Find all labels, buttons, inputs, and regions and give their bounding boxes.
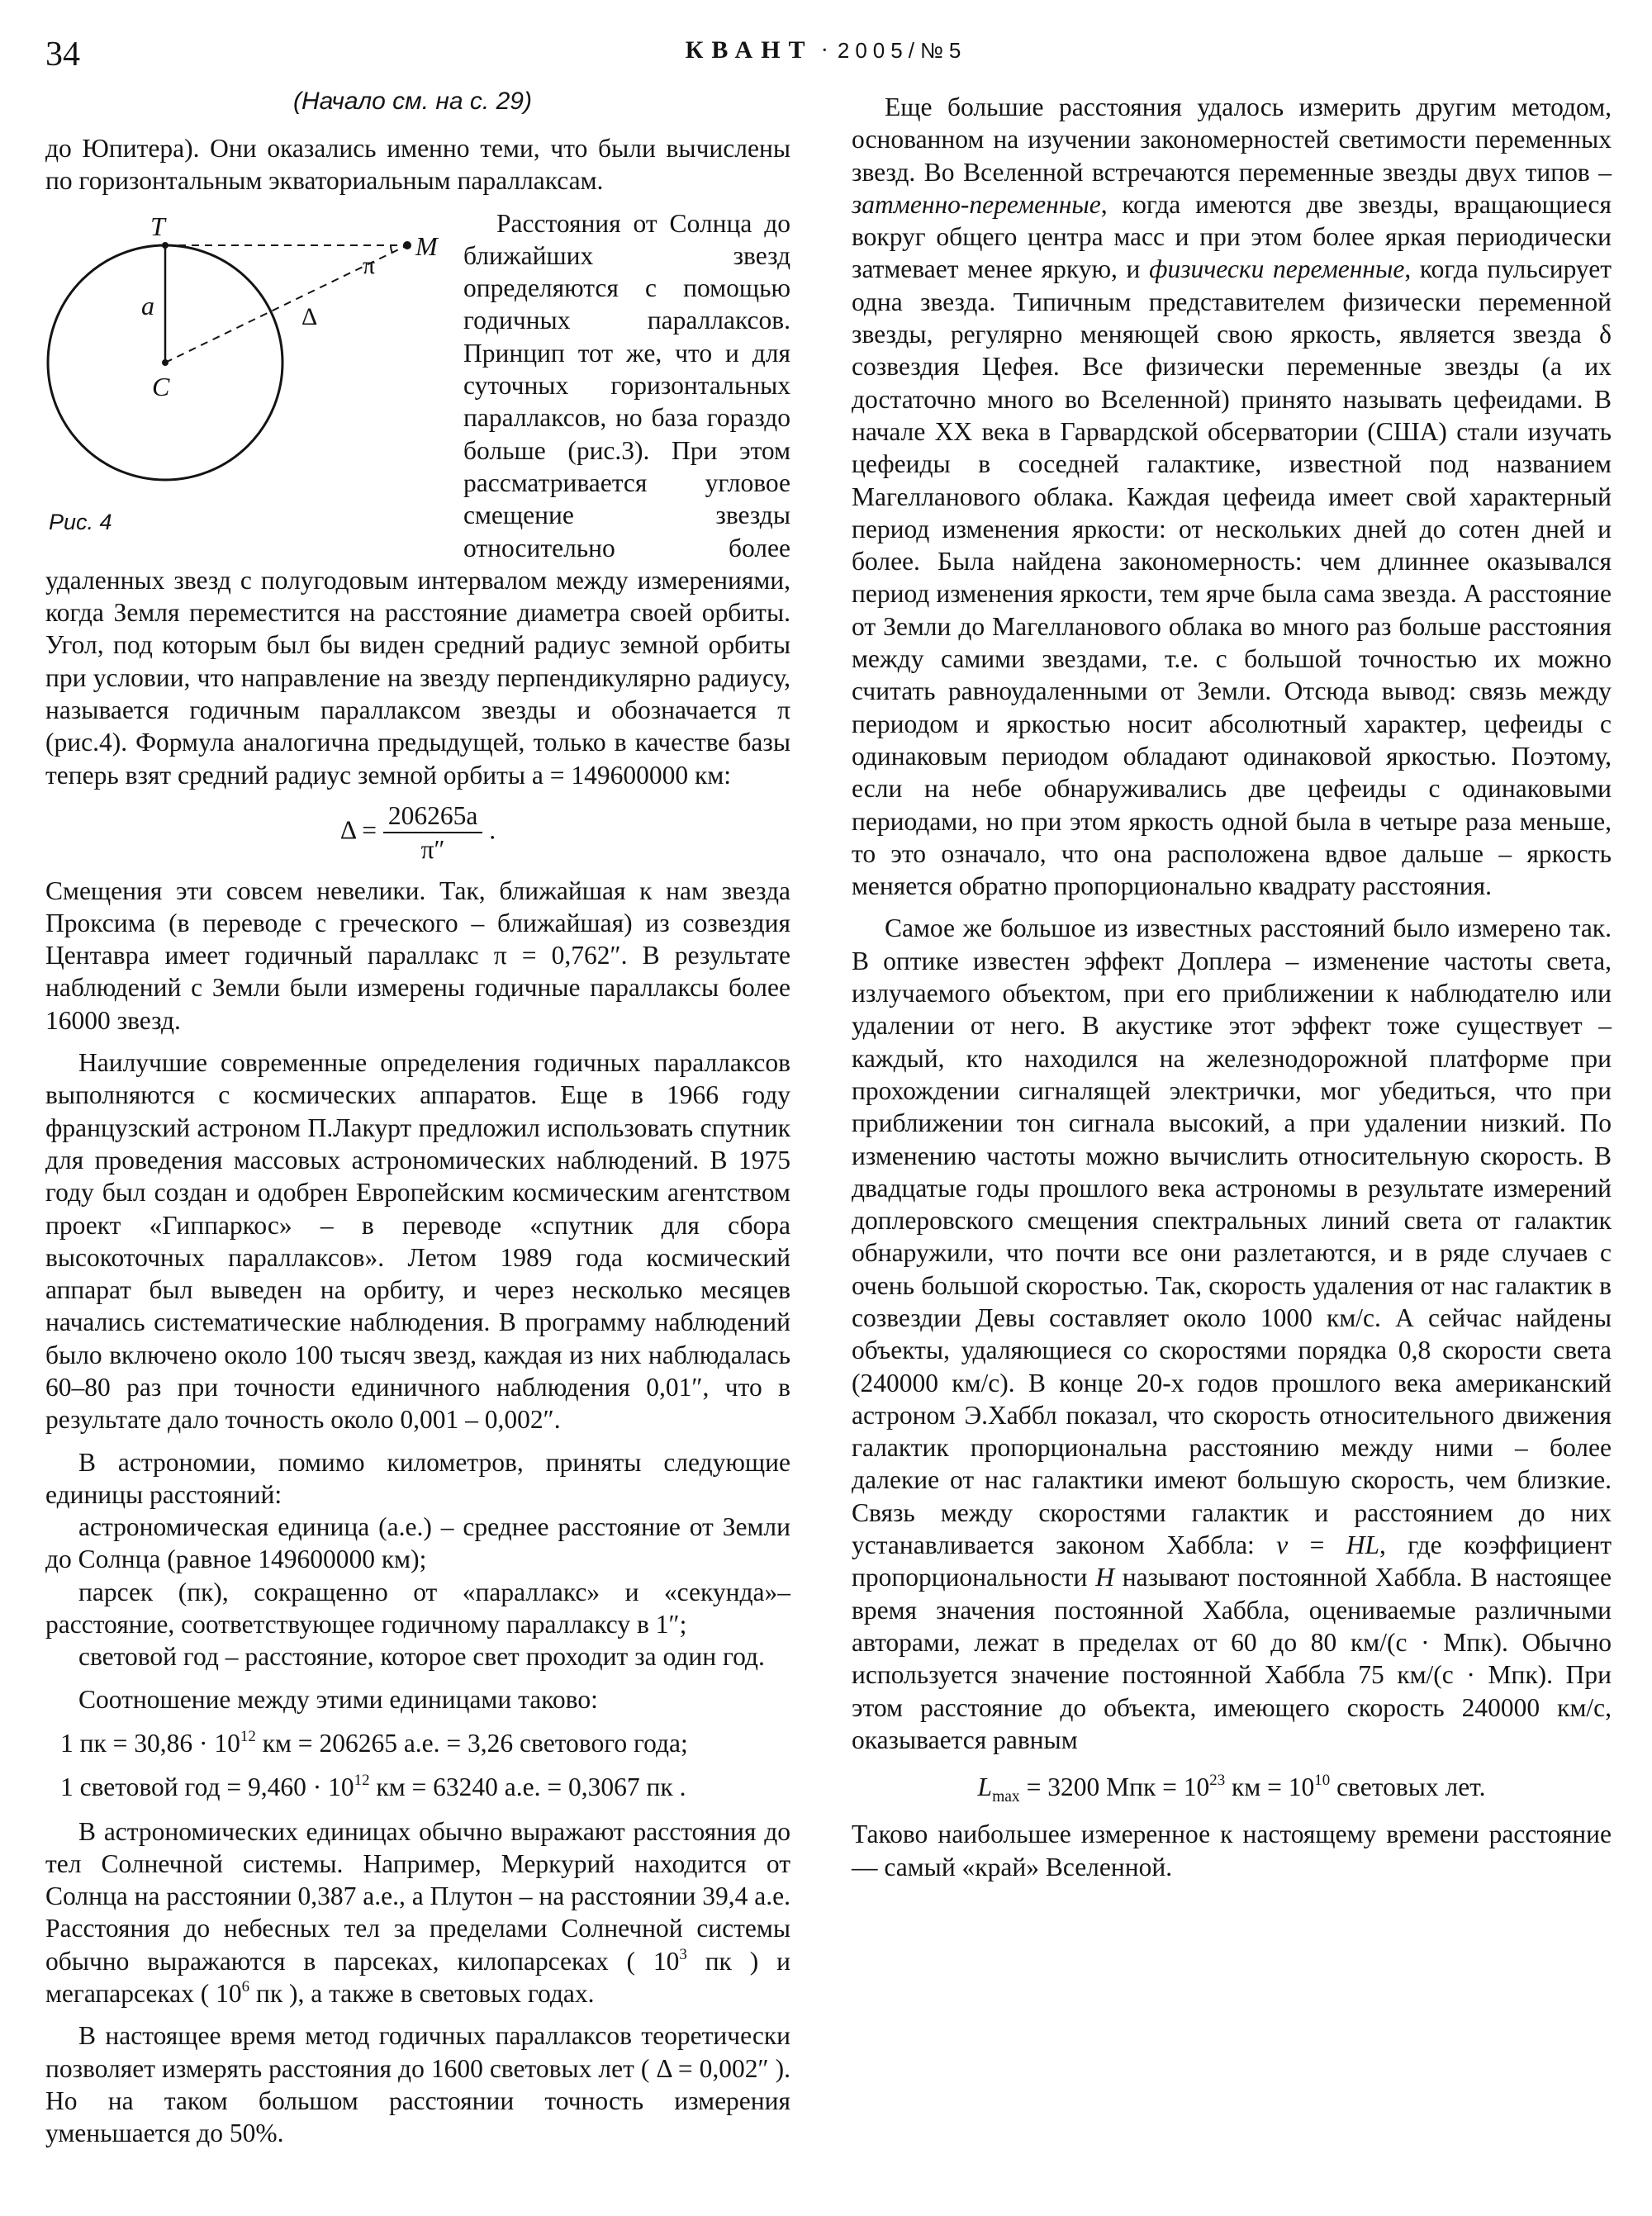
journal-header [0, 36, 1652, 64]
paragraph: астрономическая единица (а.е.) – среднее расстояние от Земли до Солнца (равное 149600000 км); [45, 1512, 790, 1574]
header-separator: · [820, 38, 830, 64]
equation-lmax: $L_{max} = 3200$ Мпк = $10^{23}$ км = $10^{10}$ световых лет. [977, 1771, 1486, 1806]
right-column [852, 91, 1612, 1883]
paragraph: В настоящее время метод годичных параллаксов теоретически позволяет измерять расстояния до 1600 световых лет ( Δ = 0,002″ ). Но на таком большом расстоянии точность измерения уменьшается до 50%. [45, 2021, 790, 2148]
paragraph: Еще большие расстояния удалось измерить другим методом, основанном на изучении закономерностей светимости переменных звезд. Во Вселенной встречаются переменные звезды двух типов – затменно-переменные, когда имеются две звезды, вращающиеся вокруг общего центра масс и при этом более яркая периодически затмевает менее яркую, и физически переменные, когда пульсирует одна звезда. Типичным представителем физически переменной звезды, регулярно меняющей свою яркость, является звезда δ созвездия Цефея. Все физически переменные звезды (а их достаточно много во Вселенной) принято называть цефеидами. В начале XX века в Гарвардской обсерватории (США) стали изучать цефеиды в соседней галактике, известной под названием Магелланового облака. Каждая цефеида имеет свой характерный период изменения яркости: от нескольких дней до сотен дней и более. Была найдена закономерность: чем длиннее оказывался период изменения яркости, тем ярче была сама звезда. А расстояние от Земли до Магелланового облака во много раз больше расстояния между самими звездами, т.е. с большой точностью их можно считать равноудаленными от Земли. Отсюда вывод: связь между периодом и яркостью носит абсолютный характер, цефеиды с одинаковым периодом обладают одинаковой яркостью. Поэтому, если на небе обнаруживались две цефеиды с одинаковыми периодами, но при этом яркость одной была в четыре раза меньше, то это означало, что она расположена вдвое дальше – яркость меняется обратно пропорционально квадрату расстояния. [852, 93, 1612, 901]
journal-name: КВАНТ [685, 36, 814, 64]
paragraph: Расстояния от Солнца до ближайших звезд определяются с помощью годичных параллаксов. Принцип тот же, что и для суточных горизонтальных параллаксов, но база гораздо больше (рис.3). При этом рассматривается угловое смещение звезды относительно более удаленных звезд с полугодовым интервалом между измерениями, когда Земля переместится на расстояние диаметра своей орбиты. Угол, под которым был бы виден средний радиус земной орбиты при условии, что направление на звезду перпендикулярно радиусу, называется годичным параллаксом звезды и обозначается π (рис.4). Формула аналогична предыдущей, только в качестве базы теперь взят средний радиус земной орбиты a = 149600000 км: [45, 208, 790, 790]
equation-light-year: 1 световой год = $9,460 \cdot 10^{12}$ км = 63240 а.е. = 0,3067 пк . [60, 1772, 686, 1802]
formula-tail: . [489, 815, 496, 845]
paragraph: Самое же большое из известных расстояний было измерено так. В оптике известен эффект Доплера – изменение частоты света, излучаемого объектом, при его приближении к наблюдателю или удалении от него. В акустике этот эффект тоже существует – каждый, кто находился на железнодорожной платформе при прохождении сигналящей электрички, мог убедиться, что при приближении тон сигнала высокий, а при удалении низкий. По изменению частоты можно вычислить относительную скорость. В двадцатые годы прошлого века астрономы в результате измерений доплеровского смещения спектральных линий света от галактик обнаружили, что почти все они разлетаются, и в ряде случаев с очень большой скоростью. Так, скорость удаления от нас галактик в созвездии Девы составляет около 1000 км/с. А сейчас найдены объекты, удаляющиеся со скоростями порядка 0,8 скорости света (240000 км/с). В конце 20-х годов прошлого века американский астроном Э.Хаббл показал, что скорость относительного движения галактик пропорциональна расстоянию между ними – более далекие от нас галактики имеют большую скорость, чем близкие. Связь между скоростями галактик и расстоянием до них устанавливается законом Хаббла: v = HL, где коэффициент пропорциональности H называют постоянной Хаббла. В настоящее время значения постоянной Хаббла, оцениваемые различными авторами, лежат в пределах от 60 до 80 км/(с · Мпк). Обычно используется значение постоянной Хаббла 75 км/(с · Мпк). При этом расстояние до объекта, имеющего скорость 240000 км/с, оказывается равным [852, 913, 1612, 1754]
journal-issue: 2005/№5 [837, 38, 967, 63]
label-c: C [152, 371, 170, 401]
delta-formula [45, 800, 790, 866]
figure-caption: Рис. 4 [49, 510, 112, 535]
continued-note: (Начало см. на с. 29) [293, 88, 532, 115]
label-m: M [415, 230, 438, 261]
paragraph: световой год – расстояние, которое свет проходит за один год. [78, 1642, 765, 1672]
label-delta: Δ [301, 302, 318, 330]
paragraph: Смещения эти совсем невелики. Так, ближайшая к нам звезда Проксима (в переводе с греческого – ближайшая) из созвездия Центавра имеет годичный параллакс π = 0,762″. В результате наблюдений с Земли были измерены годичные параллаксы более 16000 звезд. [45, 875, 790, 1035]
paragraph: Соотношение между этими единицами таково: [78, 1684, 598, 1714]
label-pi: π [363, 251, 376, 279]
paragraph: В астрономии, помимо километров, приняты следующие единицы расстояний: [45, 1447, 790, 1509]
formula-lhs: Δ = [339, 815, 377, 845]
figure-4 [45, 211, 458, 539]
paragraph: до Юпитера). Они оказались именно теми, что были вычислены по горизонтальным экваториальным параллаксам. [45, 134, 790, 196]
formula-numerator: 206265a [383, 800, 482, 833]
paragraph: В астрономических единицах обычно выражают расстояния до тел Солнечной системы. Например, Меркурий находится от Солнца на расстоянии 0,387 а.е., а Плутон – на расстоянии 39,4 а.е. Расстояния до небесных тел за пределами Солнечной системы обычно выражаются в парсеках, килопарсеках ( $10^3$ пк ) и мегапарсеках ( $10^6$ пк ), а также в световых годах. [45, 1816, 790, 2009]
equation-parsec: 1 пк = $30,86 \cdot 10^{12}$ км = 206265 а.е. = 3,26 светового года; [60, 1727, 688, 1758]
left-column [45, 132, 790, 2150]
page-number: 34 [45, 36, 80, 74]
formula-denominator: π″ [420, 835, 445, 865]
paragraph: Таково наибольшее измеренное к настоящему времени расстояние — самый «край» Вселенной. [852, 1820, 1612, 1881]
label-t: T [150, 211, 165, 241]
paragraph: парсек (пк), сокращенно от «параллакс» и «секунда»– расстояние, соответствующее годичному параллаксу в 1″; [45, 1577, 790, 1639]
label-a: a [141, 290, 154, 320]
formula-fraction [383, 800, 482, 866]
parallax-diagram [45, 211, 458, 539]
paragraph: Наилучшие современные определения годичных параллаксов выполняются с космических аппаратов. Еще в 1966 году французский астроном П.Лакурт предложил использовать спутник для проведения массовых астрономических наблюдений. В 1975 году был создан и одобрен Европейским космическим агентством проект «Гиппаркос» – в переводе «спутник для сбора высокоточных параллаксов». Летом 1989 года космический аппарат был выведен на орбиту, и через несколько месяцев начались систематические наблюдения. В программу наблюдений было включено около 100 тысяч звезд, каждая из них наблюдалась 60–80 раз при точности единичного наблюдения 0,01″, что в результате дало точность около 0,001 – 0,002″. [45, 1048, 790, 1435]
